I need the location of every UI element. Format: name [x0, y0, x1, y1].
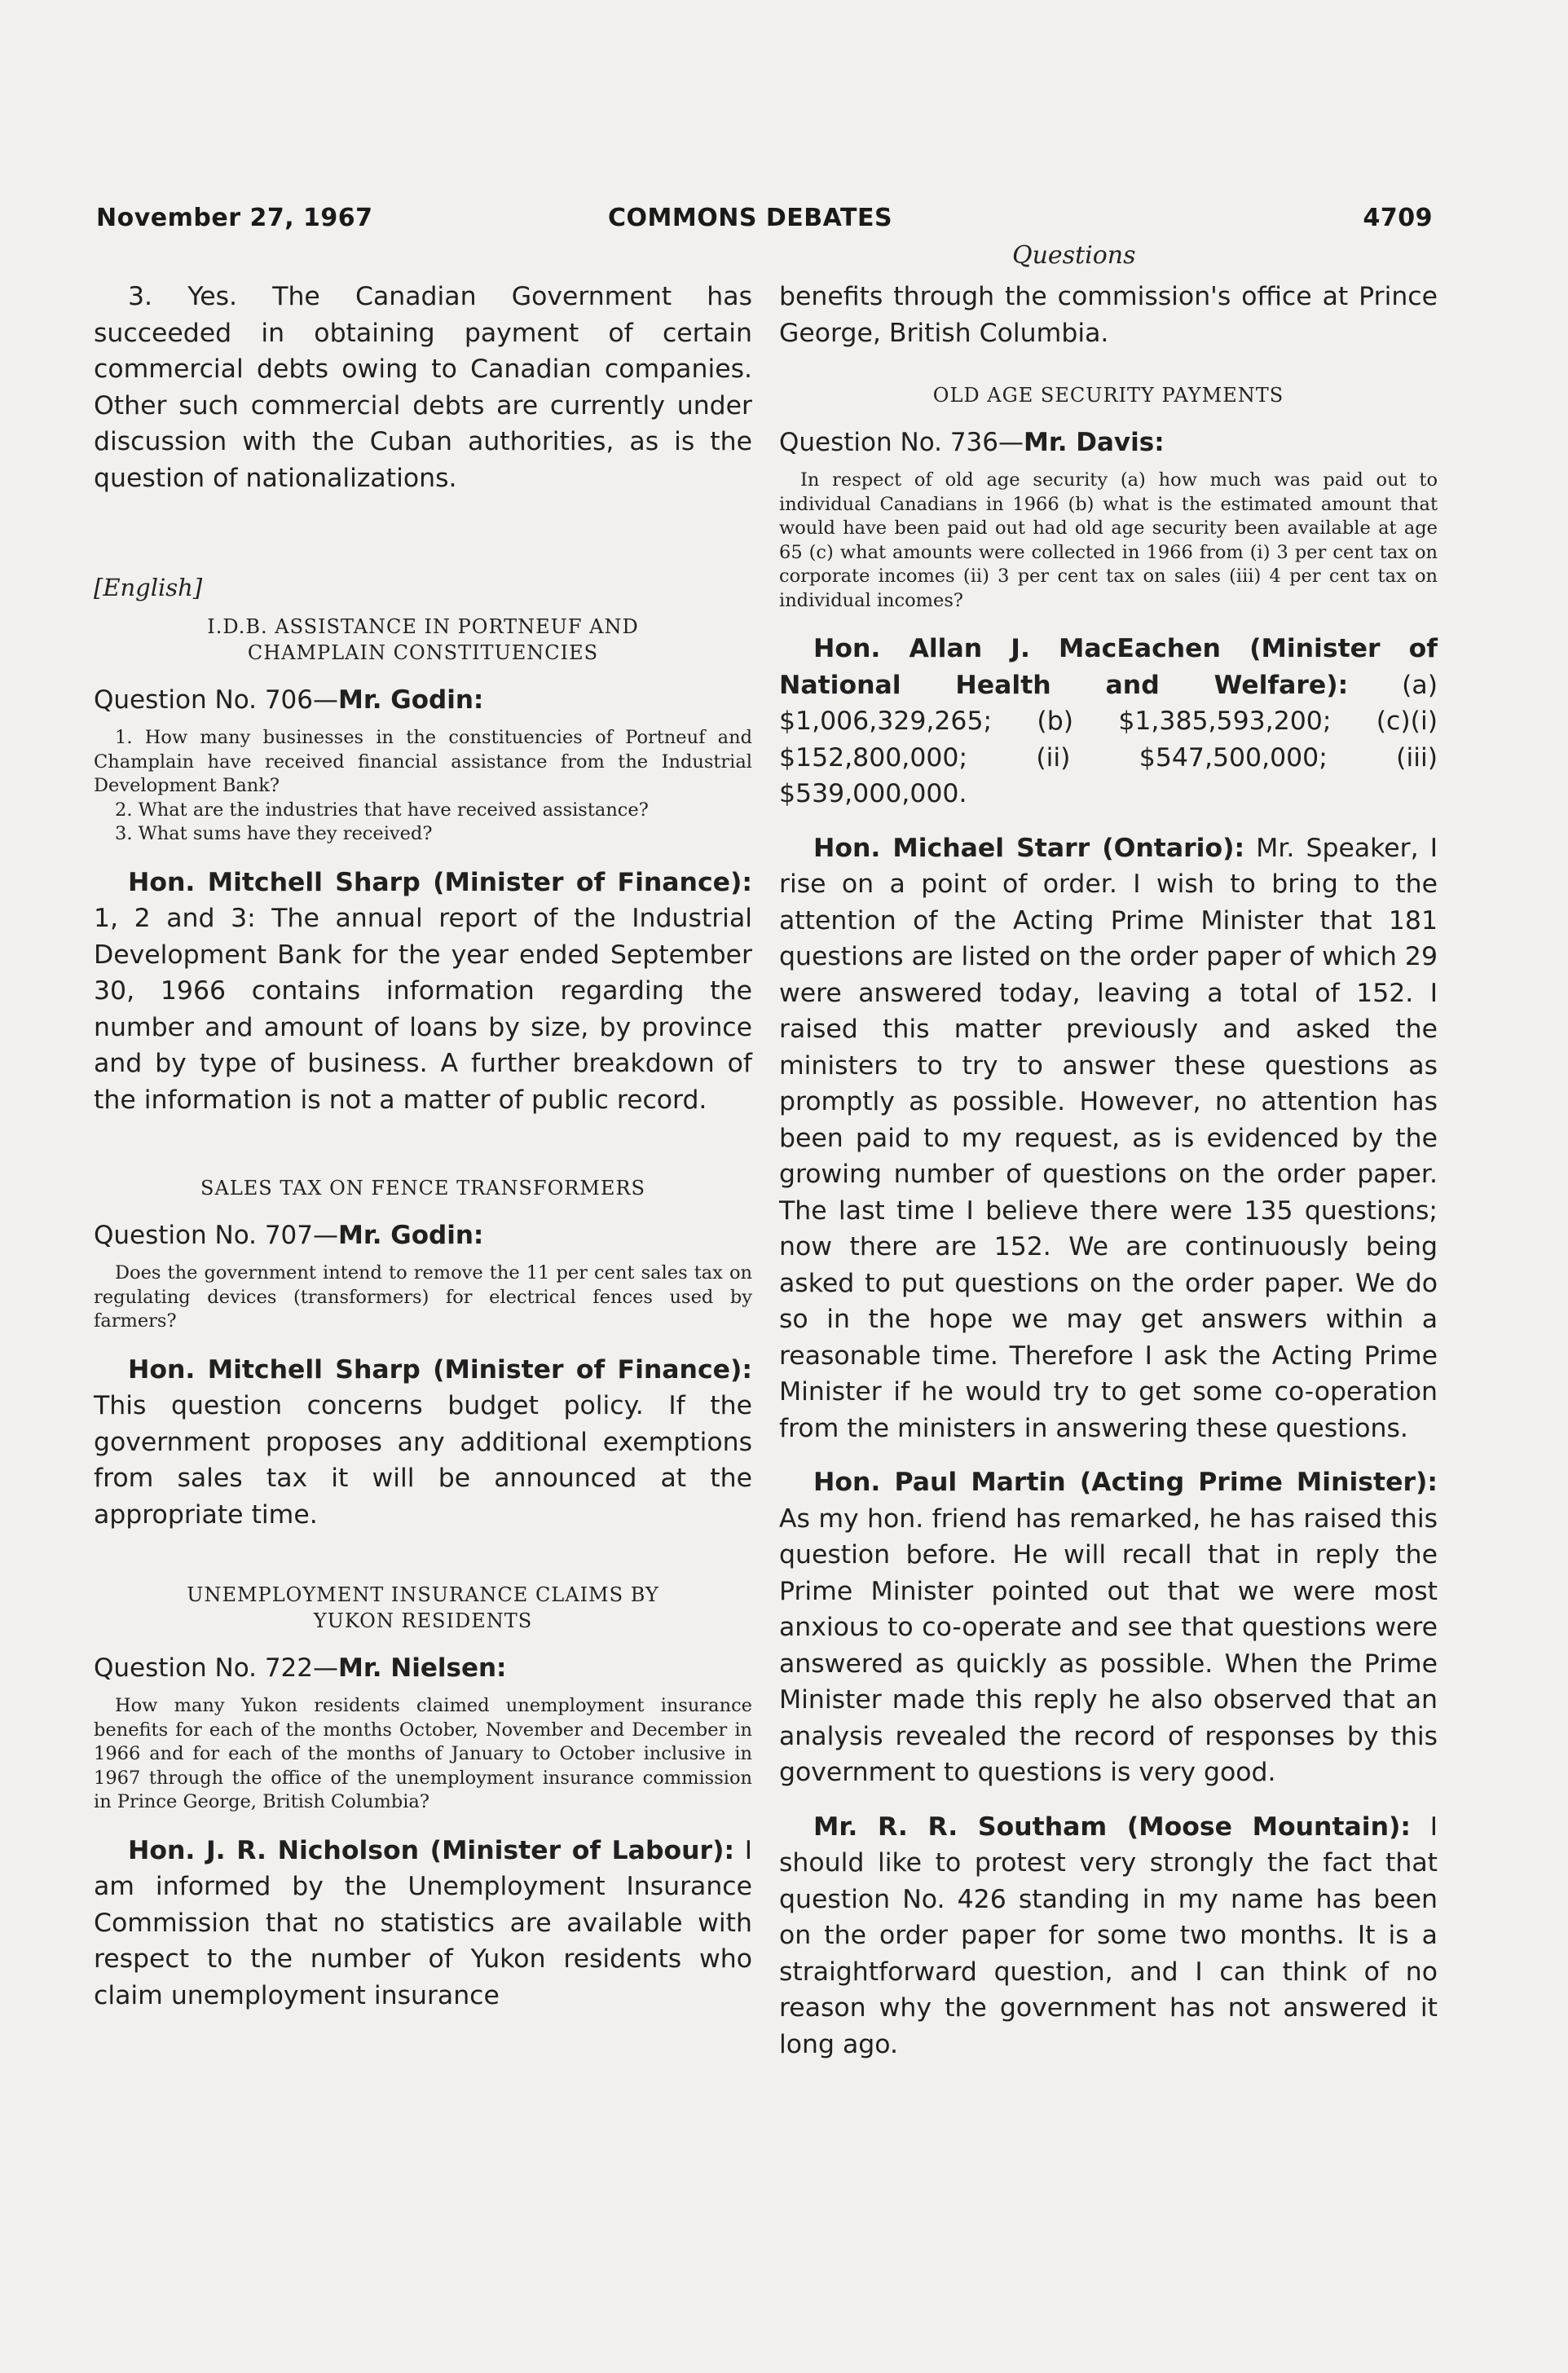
question-asker: Mr. Davis: — [1024, 428, 1165, 457]
header-title: COMMONS DEBATES — [608, 204, 893, 232]
question-label: Question No. 707— — [94, 1221, 338, 1250]
page-header — [96, 204, 1433, 236]
answer-text: This question concerns budget policy. If the government proposes any additional exemptions from sales tax it will be announced at the appropriate time. — [94, 1391, 752, 1530]
speaker-name: Hon. Michael Starr (Ontario): — [813, 833, 1245, 863]
answer-text: I am informed by the Unemployment Insurance Commission that no statistics are available with respect to the number of Yukon residents who claim unemployment insurance — [94, 1835, 753, 2010]
question-label: Question No. 706— — [94, 685, 338, 715]
question-706-part2: 2. What are the industries that have received assistance? — [115, 799, 649, 821]
paragraph-answer-continued: 3. Yes. The Canadian Government has succeeded in obtaining payment of certain commercial debts owing to Canadian companies. Other such commercial debts are currently under discussion with the Cuban authorities, as is the question of nationalizations. — [94, 282, 752, 493]
language-marker: [English] — [94, 574, 203, 601]
question-label: Question No. 736— — [779, 428, 1024, 457]
answer-706 — [94, 865, 752, 1119]
speaker-name: Hon. Allan J. MacEachen (Minister of National Health and Welfare): — [779, 634, 1438, 700]
section-heading-sales-tax: SALES TAX ON FENCE TRANSFORMERS — [200, 1177, 645, 1200]
answer-736 — [779, 631, 1438, 812]
section-label: Questions — [1012, 241, 1136, 270]
section-heading-idb-line1: I.D.B. ASSISTANCE IN PORTNEUF AND — [207, 615, 639, 638]
answer-text: 1, 2 and 3: The annual report of the Industrial Development Bank for the year ended September 30, 1966 contains information regarding the number and amount of loans by size, by province and by type of business. A further breakdown of the information is not a matter of public record. — [94, 904, 752, 1115]
section-heading-idb-line2: CHAMPLAIN CONSTITUENCIES — [247, 641, 599, 664]
question-706-title — [94, 684, 752, 716]
answer-text: (a) $1,006,329,265; (b) $1,385,593,200; (c)(i) $152,800,000; (ii) $547,500,000; (iii) $539,000,000. — [779, 670, 1438, 808]
statement-martin — [779, 1464, 1438, 1791]
question-asker: Mr. Nielsen: — [338, 1653, 507, 1683]
speaker-name: Hon. Paul Martin (Acting Prime Minister): — [813, 1468, 1438, 1497]
statement-text: Mr. Speaker, I rise on a point of order. I wish to bring to the attention of the Acting Prime Minister that 181 questions are listed on the order paper of which 29 were answered today, leaving a total of 152. I raised this matter previously and asked the ministers to try to answer these questions as promptly as possible. However, no attention has been paid to my request, as is evidenced by the growing number of questions on the order paper. The last time I believe there were 135 questions; now there are 152. We are continuously being asked to put questions on the order paper. We do so in the hope we may get answers within a reasonable time. Therefore I ask the Acting Prime Minister if he would try to get some co-operation from the ministers in answering these questions. — [779, 833, 1438, 1443]
section-heading-old-age-security: OLD AGE SECURITY PAYMENTS — [932, 384, 1284, 407]
statement-southam — [779, 1809, 1438, 2063]
speaker-name: Hon. Mitchell Sharp (Minister of Finance): — [128, 1354, 752, 1385]
statement-text: As my hon. friend has remarked, he has raised this question before. He will recall that in reply the Prime Minister pointed out that we were most anxious to co-operate and see that questions were answered as quickly as possible. When the Prime Minister made this reply he also observed that an analysis revealed the record of responses by this government to questions is very good. — [779, 1503, 1438, 1787]
section-heading-unemployment-line1: UNEMPLOYMENT INSURANCE CLAIMS BY — [187, 1583, 659, 1606]
answer-722-continued: benefits through the commission's office at Prince George, British Columbia. — [779, 282, 1438, 348]
speaker-name: Mr. R. R. Southam (Moose Mountain): — [813, 1812, 1412, 1842]
question-label: Question No. 722— — [94, 1653, 338, 1683]
question-707-text: Does the government intend to remove the 11 per cent sales tax on regulating devices (transformers) for electrical fences used by farmers? — [94, 1262, 752, 1332]
header-page-number: 4709 — [1363, 204, 1433, 232]
statement-starr — [779, 830, 1438, 1447]
left-column — [94, 279, 752, 2014]
header-date: November 27, 1967 — [96, 204, 373, 232]
speaker-name: Hon. J. R. Nicholson (Minister of Labour): — [128, 1835, 735, 1865]
question-736-text: In respect of old age security (a) how much was paid out to individual Canadians in 1966 (b) what is the estimated amount that would have been paid out had old age security been available at age 65 (c) what amounts were collected in 1966 from (i) 3 per cent tax on corporate incomes (ii) 3 per cent tax on sales (iii) 4 per cent tax on individual incomes? — [779, 469, 1438, 611]
answer-707 — [94, 1352, 752, 1534]
question-asker: Mr. Godin: — [338, 685, 484, 715]
question-706-part3: 3. What sums have they received? — [115, 823, 433, 844]
question-706-part1: 1. How many businesses in the constituencies of Portneuf and Champlain have received financial assistance from the Industrial Development Bank? — [94, 727, 752, 796]
statement-text: I should like to protest very strongly the fact that question No. 426 standing in my name has been on the order paper for some two months. It is a straightforward question, and I can think of no reason why the government has not answered it long ago. — [779, 1812, 1438, 2059]
section-heading-unemployment-line2: YUKON RESIDENTS — [313, 1609, 533, 1632]
question-722-title — [94, 1652, 752, 1684]
right-column — [779, 279, 1438, 2063]
question-asker: Mr. Godin: — [338, 1221, 484, 1250]
answer-722 — [94, 1833, 752, 2014]
question-707-title — [94, 1219, 752, 1252]
question-722-text: How many Yukon residents claimed unemployment insurance benefits for each of the months October, November and December in 1966 and for each of the months of January to October inclusive in 1967 through the office of the unemployment insurance commission in Prince George, British Columbia? — [94, 1695, 752, 1812]
question-736-title — [779, 426, 1438, 459]
speaker-name: Hon. Mitchell Sharp (Minister of Finance): — [128, 867, 752, 897]
